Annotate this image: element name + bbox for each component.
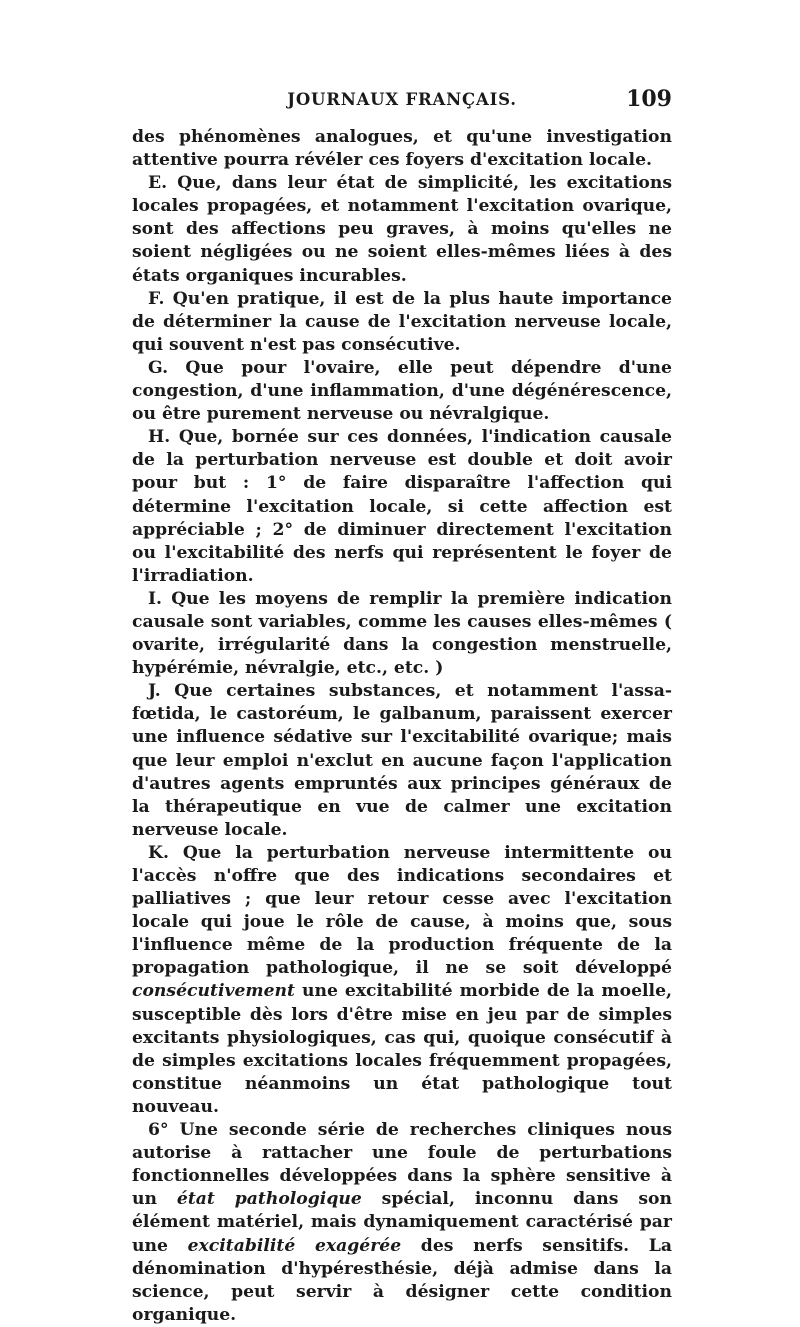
paragraph-6-emphasis-2: excitabilité exagérée: [187, 1235, 402, 1256]
paragraph-k-part-2: une excitabilité morbide de la moelle, susceptible dès lors d'être mise en jeu par de simples excitants physiologiques, cas qui, quoique consécutif à de simples excitations locales fréquemment propagées, constitue néanmoins un état pathologique tout nouveau.: [132, 981, 672, 1117]
paragraph-6-part-2: spécial, inconnu dans son élément matériel, mais dynamiquement caractérisé par une: [132, 1189, 673, 1256]
running-title: JOURNAUX FRANÇAIS.: [287, 90, 517, 109]
paragraph-f: F. Qu'en pratique, il est de la plus haute importance de déterminer la cause de l'excitation nerveuse locale, qui souvent n'est pas consécutive.: [132, 288, 672, 355]
page-number: 109: [626, 86, 672, 112]
paragraph-6-part-3: des nerfs sensitifs. La dénomination d'hypéresthésie, déjà admise dans la science, peut servir à désigner cette condition organique.: [132, 1235, 672, 1325]
paragraph-e: E. Que, dans leur état de simplicité, les excitations locales propagées, et notamment l'excitation ovarique, sont des affections peu graves, à moins qu'elles ne soient négligées ou ne soient elles-mêmes liées à des états organiques incurables.: [132, 173, 672, 286]
paragraph-6-emphasis-1: état pathologique: [176, 1189, 362, 1210]
paragraph-6: [132, 1119, 672, 1327]
paragraph-i: I. Que les moyens de remplir la première indication causale sont variables, comme les causes elles-mêmes ( ovarite, irrégularité dans la congestion menstruelle, hypérémie, névralgie, etc., etc. ): [132, 588, 672, 679]
paragraph-k-part-1: K. Que la perturbation nerveuse intermittente ou l'accès n'offre que des indications secondaires et palliatives ; que leur retour cesse avec l'excitation locale qui joue le rôle de cause, à moins que, sous l'influence même de la production fréquente de la propagation pathologique, il ne se soit développé: [132, 842, 672, 979]
paragraph-continuation: des phénomènes analogues, et qu'une investigation attentive pourra révéler ces foyers d'excitation locale.: [132, 127, 672, 171]
paragraph-k-emphasis: consécutivement: [132, 981, 295, 1002]
paragraph-6-part-1: 6° Une seconde série de recherches cliniques nous autorise à rattacher une foule de perturbations fonctionnelles développées dans la sphère sensitive à un: [132, 1120, 672, 1210]
paragraph-j: J. Que certaines substances, et notamment l'assa-fœtida, le castoréum, le galbanum, paraissent exercer une influence sédative sur l'excitabilité ovarique; mais que leur emploi n'exclut en aucune façon l'application d'autres agents empruntés aux principes généraux de la thérapeutique en vue de calmer une excitation nerveuse locale.: [132, 681, 672, 840]
body-text: [132, 126, 672, 1327]
paragraph-h: H. Que, bornée sur ces données, l'indication causale de la perturbation nerveuse est double et doit avoir pour but : 1° de faire disparaître l'affection qui détermine l'excitation locale, si cette affection est appréciable ; 2° de diminuer directement l'excitation ou l'excitabilité des nerfs qui représentent le foyer de l'irradiation.: [132, 427, 672, 586]
paragraph-k: [132, 842, 672, 1119]
paragraph-g: G. Que pour l'ovaire, elle peut dépendre d'une congestion, d'une inflammation, d'une dégénérescence, ou être purement nerveuse ou névralgique.: [132, 357, 672, 425]
running-head: [132, 86, 672, 118]
